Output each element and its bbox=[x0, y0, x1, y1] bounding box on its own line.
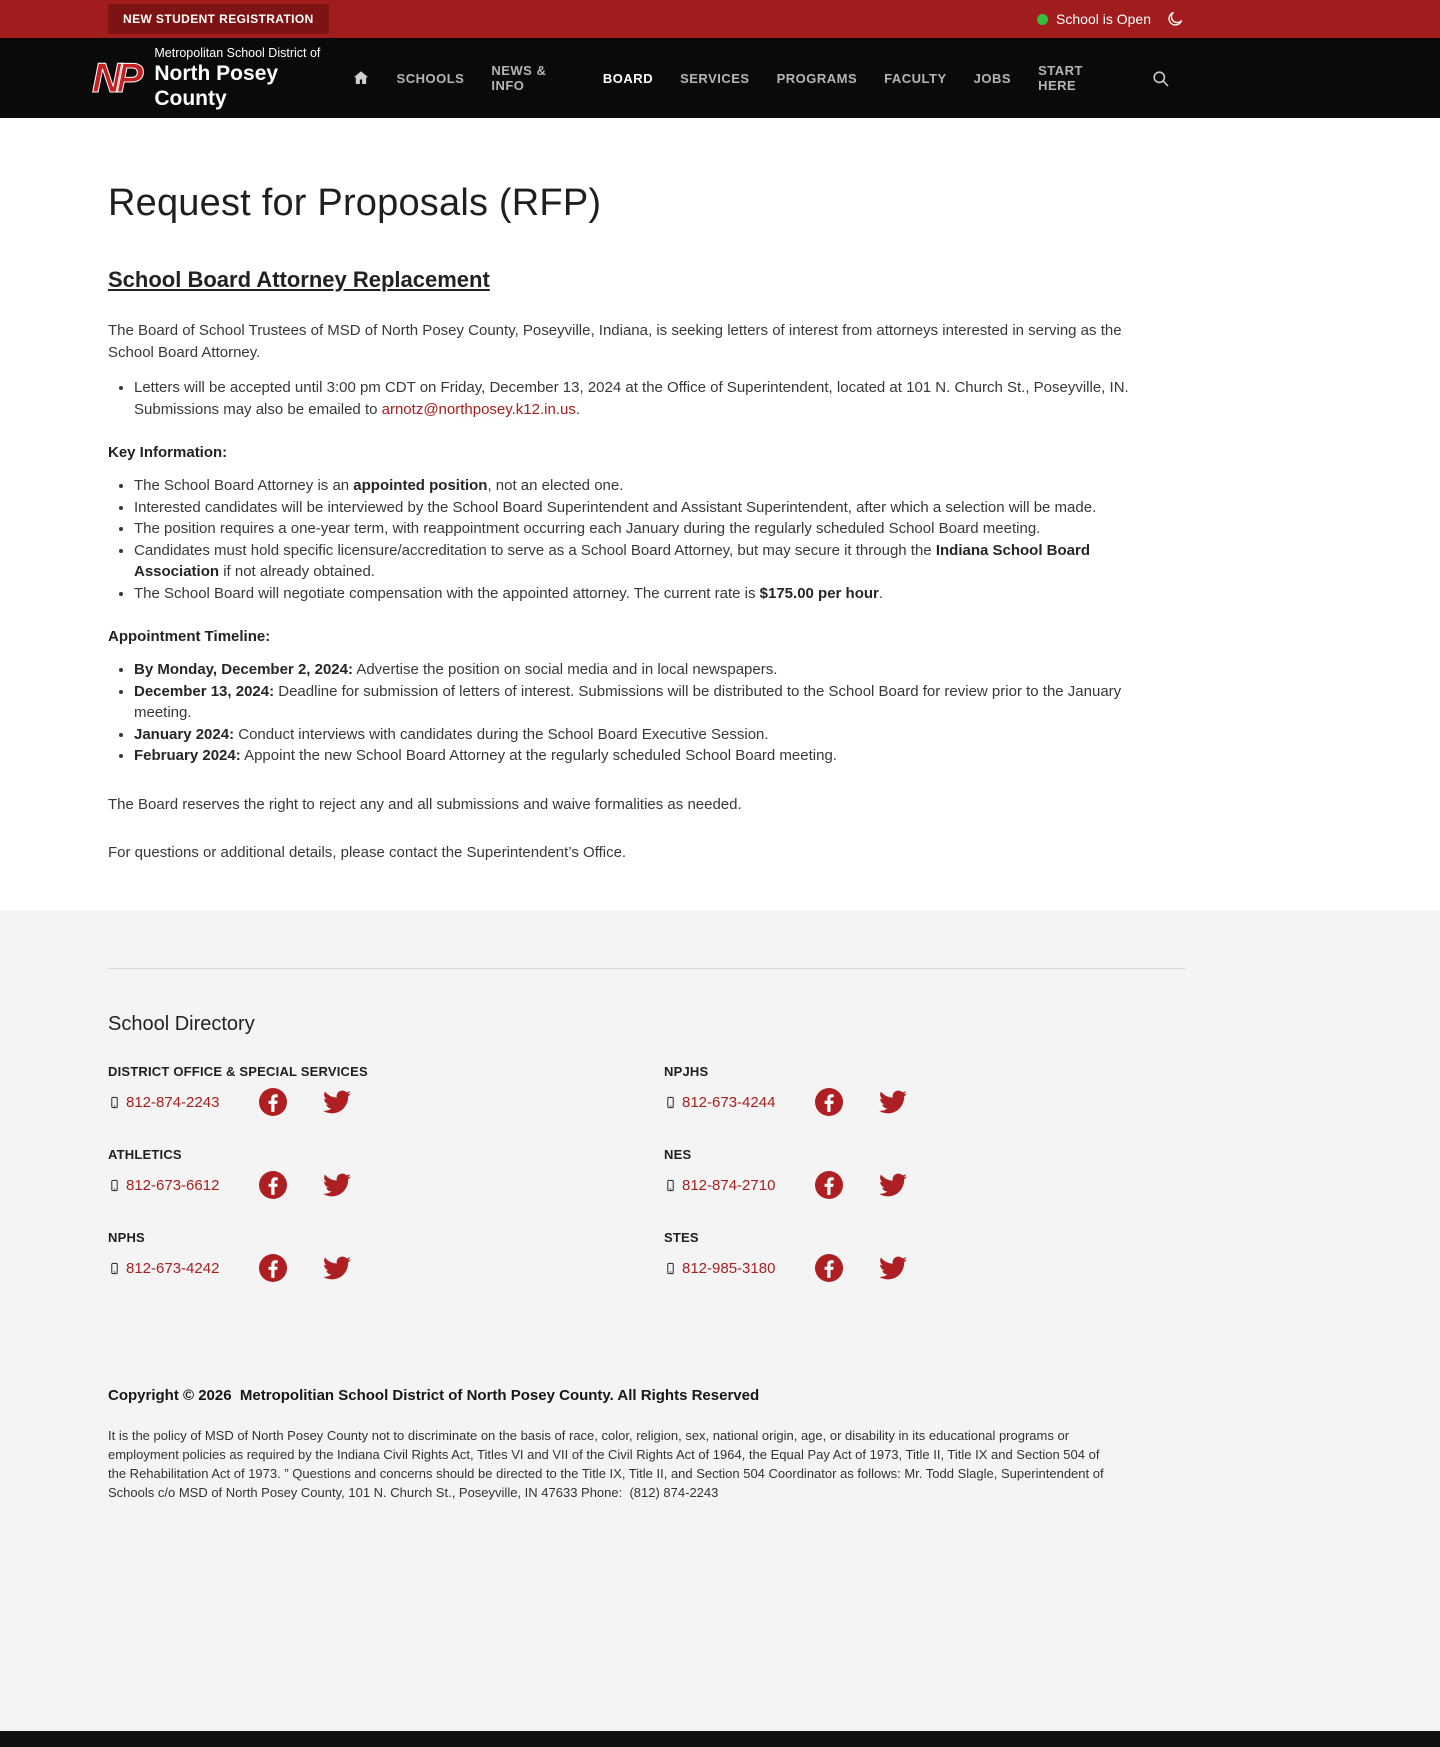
key-information-heading: Key Information: bbox=[108, 444, 228, 461]
topbar bbox=[0, 0, 1440, 38]
non-discrimination-policy: It is the policy of MSD of North Posey County not to discriminate on the basis of race, color, religion, sex, national origin, age, or disability in its educational programs or employment policies as required by the Indiana Civil Rights Act, Titles VI and VII of the Civil Rights Act of 1964, the Equal Pay Act of 1973, Title II, Title IX and Section 504 of the Rehabilitation Act of 1973. ” Questions and concerns should be directed to the Title IX, Title II, and Section 504 Coordinator as follows: Mr. Todd Slagle, Superintendent of Schools c/o MSD of North Posey County, 101 N. Church St., Poseyville, IN 47633 Phone: (812) 874-2243 bbox=[108, 1428, 1108, 1500]
twitter-icon[interactable] bbox=[322, 1170, 352, 1200]
list-item: • Candidates must hold specific licensure/accreditation to serve as a School Board Attorney, but may secure it through the Indiana School Board Association if not already obtained. bbox=[134, 540, 1163, 583]
key-information-list bbox=[108, 475, 1163, 604]
facebook-icon[interactable] bbox=[258, 1253, 288, 1283]
twitter-icon[interactable] bbox=[322, 1087, 352, 1117]
list-item: • The position requires a one-year term, with reappointment occurring each January during the regularly scheduled School Board meeting. bbox=[134, 518, 1163, 540]
phone-link[interactable]: 812-985-3180 bbox=[664, 1260, 814, 1277]
page-title: Request for Proposals (RFP) bbox=[108, 182, 602, 224]
district-name-small: Metropolitan School District of bbox=[154, 45, 321, 60]
list-item: • The School Board Attorney is an appointed position, not an elected one. bbox=[134, 475, 1163, 497]
facebook-icon[interactable] bbox=[814, 1253, 844, 1283]
moon-icon[interactable] bbox=[1165, 9, 1185, 29]
nav-item-faculty[interactable]: FACULTY bbox=[884, 70, 947, 86]
footer bbox=[0, 910, 1440, 1731]
nav-item-news-info[interactable]: NEWS & INFO bbox=[491, 63, 547, 93]
school-status bbox=[1037, 11, 1151, 27]
directory-entry-name: NPHS bbox=[108, 1230, 145, 1245]
phone-link[interactable]: 812-673-4242 bbox=[108, 1260, 258, 1277]
list-item: • Interested candidates will be interviewed by the School Board Superintendent and Assistant Superintendent, after which a selection will be made. bbox=[134, 497, 1163, 519]
phone-link[interactable]: 812-673-4244 bbox=[664, 1094, 814, 1111]
district-logo[interactable] bbox=[92, 45, 352, 112]
directory-entry-nphs bbox=[108, 1230, 664, 1283]
facebook-icon[interactable] bbox=[814, 1087, 844, 1117]
status-open-dot bbox=[1037, 14, 1048, 25]
site-header bbox=[0, 38, 1440, 118]
directory-entry-name: DISTRICT OFFICE & SPECIAL SERVICES bbox=[108, 1064, 368, 1079]
directory-entry-athletics bbox=[108, 1147, 664, 1200]
list-item: • February 2024: Appoint the new School Board Attorney at the regularly scheduled School Board meeting. bbox=[134, 745, 1163, 767]
phone-icon bbox=[664, 1260, 677, 1277]
phone-link[interactable]: 812-874-2243 bbox=[108, 1094, 258, 1111]
list-item: • Letters will be accepted until 3:00 pm CDT on Friday, December 13, 2024 at the Office of Superintendent, located at 101 N. Church St., Poseyville, IN. Submissions may also be emailed to arnotz@northposey.k12.in.us. bbox=[134, 377, 1163, 420]
phone-icon bbox=[108, 1094, 121, 1111]
search-icon[interactable] bbox=[1151, 69, 1170, 88]
nav-item-board[interactable]: BOARD bbox=[602, 70, 654, 86]
main-content bbox=[0, 118, 1440, 910]
twitter-icon[interactable] bbox=[878, 1170, 908, 1200]
twitter-icon[interactable] bbox=[878, 1253, 908, 1283]
directory-entry-stes bbox=[664, 1230, 1186, 1283]
directory-entry-name: ATHLETICS bbox=[108, 1147, 182, 1162]
directory-entry-name: STES bbox=[664, 1230, 699, 1245]
appointment-timeline-heading: Appointment Timeline: bbox=[108, 628, 271, 645]
intro-paragraph: The Board of School Trustees of MSD of North Posey County, Poseyville, Indiana, is seeking letters of interest from attorneys interested in serving as the School Board Attorney. bbox=[108, 322, 1122, 361]
facebook-icon[interactable] bbox=[258, 1087, 288, 1117]
directory-entry-nes bbox=[664, 1147, 1186, 1200]
section-heading: School Board Attorney Replacement bbox=[108, 267, 490, 292]
main-nav bbox=[352, 63, 1170, 93]
np-monogram-logo: NP bbox=[92, 54, 137, 101]
directory-entry-district-office bbox=[108, 1064, 664, 1117]
school-directory bbox=[108, 1064, 1186, 1283]
closing-paragraph-1: The Board reserves the right to reject any and all submissions and waive formalities as needed. bbox=[108, 795, 742, 813]
list-item: • December 13, 2024: Deadline for submission of letters of interest. Submissions will be distributed to the School Board for review prior to the January meeting. bbox=[134, 681, 1163, 724]
directory-entry-npjhs bbox=[664, 1064, 1186, 1117]
facebook-icon[interactable] bbox=[258, 1170, 288, 1200]
nav-item-jobs[interactable]: JOBS bbox=[973, 70, 1012, 86]
nav-item-schools[interactable]: SCHOOLS bbox=[396, 70, 465, 86]
twitter-icon[interactable] bbox=[322, 1253, 352, 1283]
school-directory-heading: School Directory bbox=[108, 1013, 255, 1035]
nav-item-programs[interactable]: PROGRAMS bbox=[776, 70, 858, 86]
list-item: • By Monday, December 2, 2024: Advertise the position on social media and in local newspapers. bbox=[134, 659, 1163, 681]
phone-icon bbox=[664, 1094, 677, 1111]
list-item: • The School Board will negotiate compensation with the appointed attorney. The current rate is $175.00 per hour. bbox=[134, 583, 1163, 605]
list-item: • January 2024: Conduct interviews with candidates during the School Board Executive Session. bbox=[134, 724, 1163, 746]
district-name-large: North Posey County bbox=[154, 61, 279, 111]
footer-divider bbox=[108, 968, 1186, 969]
copyright-text: Copyright © 2026 Metropolitian School District of North Posey County. All Rights Reserved bbox=[108, 1387, 760, 1404]
nav-item-services[interactable]: SERVICES bbox=[680, 70, 750, 86]
letters-list bbox=[108, 377, 1163, 420]
phone-link[interactable]: 812-874-2710 bbox=[664, 1177, 814, 1194]
phone-icon bbox=[664, 1177, 677, 1194]
directory-entry-name: NES bbox=[664, 1147, 692, 1162]
footer-bottom-bar bbox=[0, 1731, 1440, 1747]
closing-paragraph-2: For questions or additional details, please contact the Superintendent’s Office. bbox=[108, 844, 627, 861]
twitter-icon[interactable] bbox=[878, 1087, 908, 1117]
phone-link[interactable]: 812-673-6612 bbox=[108, 1177, 258, 1194]
new-student-registration-button[interactable]: NEW STUDENT REGISTRATION bbox=[108, 4, 329, 34]
phone-icon bbox=[108, 1260, 121, 1277]
status-text: School is Open bbox=[1056, 11, 1151, 27]
facebook-icon[interactable] bbox=[814, 1170, 844, 1200]
home-icon[interactable] bbox=[352, 69, 370, 87]
directory-entry-name: NPJHS bbox=[664, 1064, 709, 1079]
phone-icon bbox=[108, 1177, 121, 1194]
timeline-list bbox=[108, 659, 1163, 767]
email-link[interactable]: arnotz@northposey.k12.in.us bbox=[381, 400, 576, 418]
nav-item-start-here[interactable]: START HERE bbox=[1038, 63, 1083, 93]
